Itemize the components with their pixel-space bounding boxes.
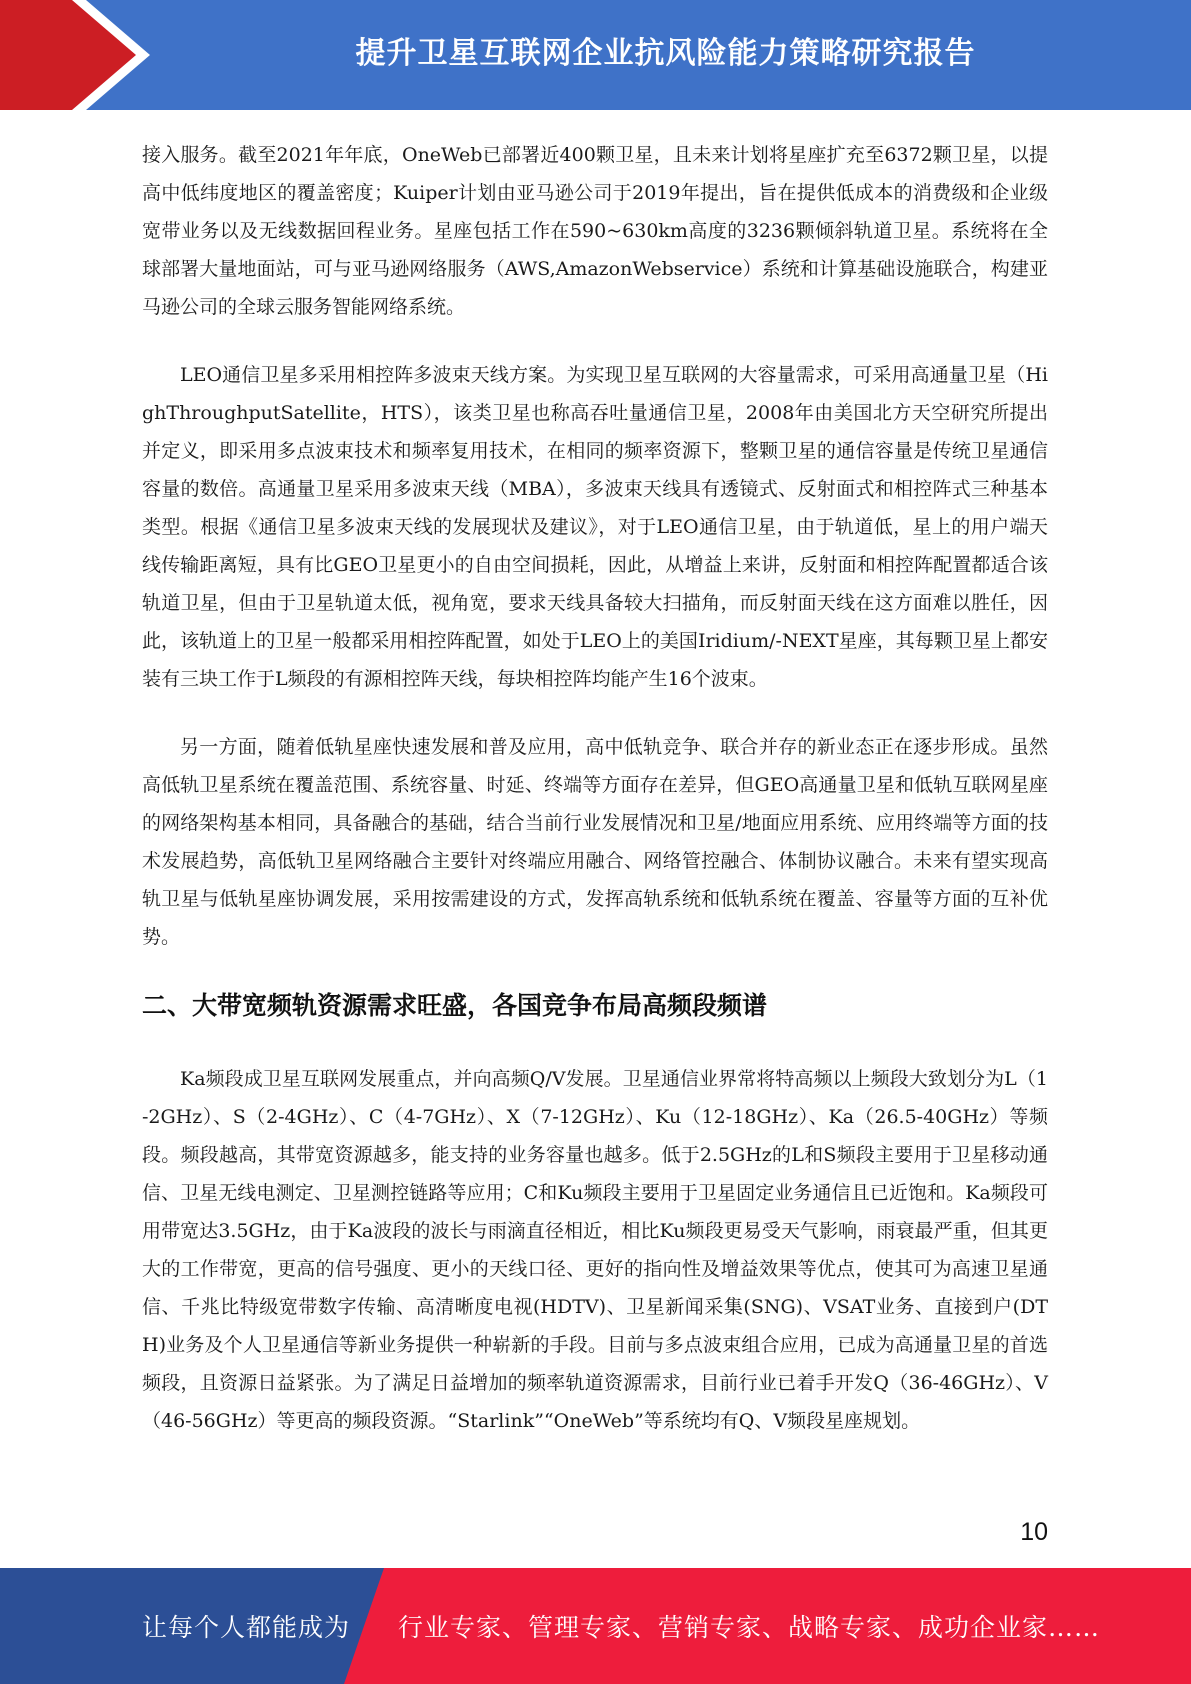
paragraph-oneweb-kuiper: 接入服务。截至2021年年底，OneWeb已部署近400颗卫星，且未来计划将星座扩充至6372颗卫星，以提高中低纬度地区的覆盖密度；Kuiper计划由亚马逊公司于2019年提出，旨在提供低成本的消费级和企业级宽带业务以及无线数据回程业务。星座包括工作在590~630km高度的3236颗倾斜轨道卫星。系统将在全球部署大量地面站，可与亚马逊网络服务（AWS,AmazonWebservice）系统和计算基础设施联合，构建亚马逊公司的全球云服务智能网络系统。 (142, 144, 1048, 318)
paragraph-leo-phased-array: LEO通信卫星多采用相控阵多波束天线方案。为实现卫星互联网的大容量需求，可采用高通量卫星（HighThroughputSatellite，HTS），该类卫星也称高吞吐量通信卫星，2008年由美国北方天空研究所提出并定义，即采用多点波束技术和频率复用技术，在相同的频率资源下，整颗卫星的通信容量是传统卫星通信容量的数倍。高通量卫星采用多波束天线（MBA），多波束天线具有透镜式、反射面式和相控阵式三种基本类型。根据《通信卫星多波束天线的发展现状及建议》，对于LEO通信卫星，由于轨道低，星上的用户端天线传输距离短，具有比GEO卫星更小的自由空间损耗，因此，从增益上来讲，反射面和相控阵配置都适合该轨道卫星，但由于卫星轨道太低，视角宽，要求天线具备较大扫描角，而反射面天线在这方面难以胜任，因此，该轨道上的卫星一般都采用相控阵配置，如处于LEO上的美国Iridium/-NEXT星座，其每颗卫星上都安装有三块工作于L频段的有源相控阵天线，每块相控阵均能产生16个波束。 (142, 364, 1048, 690)
page-number: 10 (1020, 1518, 1048, 1546)
section-heading: 二、大带宽频轨资源需求旺盛，各国竞争布局高频段频谱 (142, 991, 768, 1020)
footer-slogan-left: 让每个人都能成为 (142, 1613, 351, 1642)
page-footer (0, 1568, 1191, 1684)
page-header (0, 0, 1191, 110)
footer-slogan-right: 行业专家、管理专家、营销专家、战略专家、成功企业家…… (398, 1613, 1101, 1642)
document-body (142, 136, 1048, 1440)
paragraph-ka-band: Ka频段成卫星互联网发展重点，并向高频Q/V发展。卫星通信业界常将特高频以上频段大致划分为L（1-2GHz）、S（2-4GHz）、C（4-7GHz）、X（7-12GHz）、Ku（12-18GHz）、Ka（26.5-40GHz）等频段。频段越高，其带宽资源越多，能支持的业务容量也越多。低于2.5GHz的L和S频段主要用于卫星移动通信、卫星无线电测定、卫星测控链路等应用；C和Ku频段主要用于卫星固定业务通信且已近饱和。Ka频段可用带宽达3.5GHz，由于Ka波段的波长与雨滴直径相近，相比Ku频段更易受天气影响，雨衰最严重，但其更大的工作带宽，更高的信号强度、更小的天线口径、更好的指向性及增益效果等优点，使其可为高速卫星通信、千兆比特级宽带数字传输、高清晰度电视(HDTV)、卫星新闻采集(SNG)、VSAT业务、直接到户(DTH)业务及个人卫星通信等新业务提供一种崭新的手段。目前与多点波束组合应用，已成为高通量卫星的首选频段，且资源日益紧张。为了满足日益增加的频率轨道资源需求，目前行业已着手开发Q（36-46GHz）、V（46-56GHz）等更高的频段资源。“Starlink”“OneWeb”等系统均有Q、V频段星座规划。 (142, 1068, 1048, 1432)
paragraph-orbit-fusion: 另一方面，随着低轨星座快速发展和普及应用，高中低轨竞争、联合并存的新业态正在逐步形成。虽然高低轨卫星系统在覆盖范围、系统容量、时延、终端等方面存在差异，但GEO高通量卫星和低轨互联网星座的网络架构基本相同，具备融合的基础，结合当前行业发展情况和卫星/地面应用系统、应用终端等方面的技术发展趋势，高低轨卫星网络融合主要针对终端应用融合、网络管控融合、体制协议融合。未来有望实现高轨卫星与低轨星座协调发展，采用按需建设的方式，发挥高轨系统和低轨系统在覆盖、容量等方面的互补优势。 (142, 736, 1048, 948)
header-title: 提升卫星互联网企业抗风险能力策略研究报告 (355, 36, 976, 71)
